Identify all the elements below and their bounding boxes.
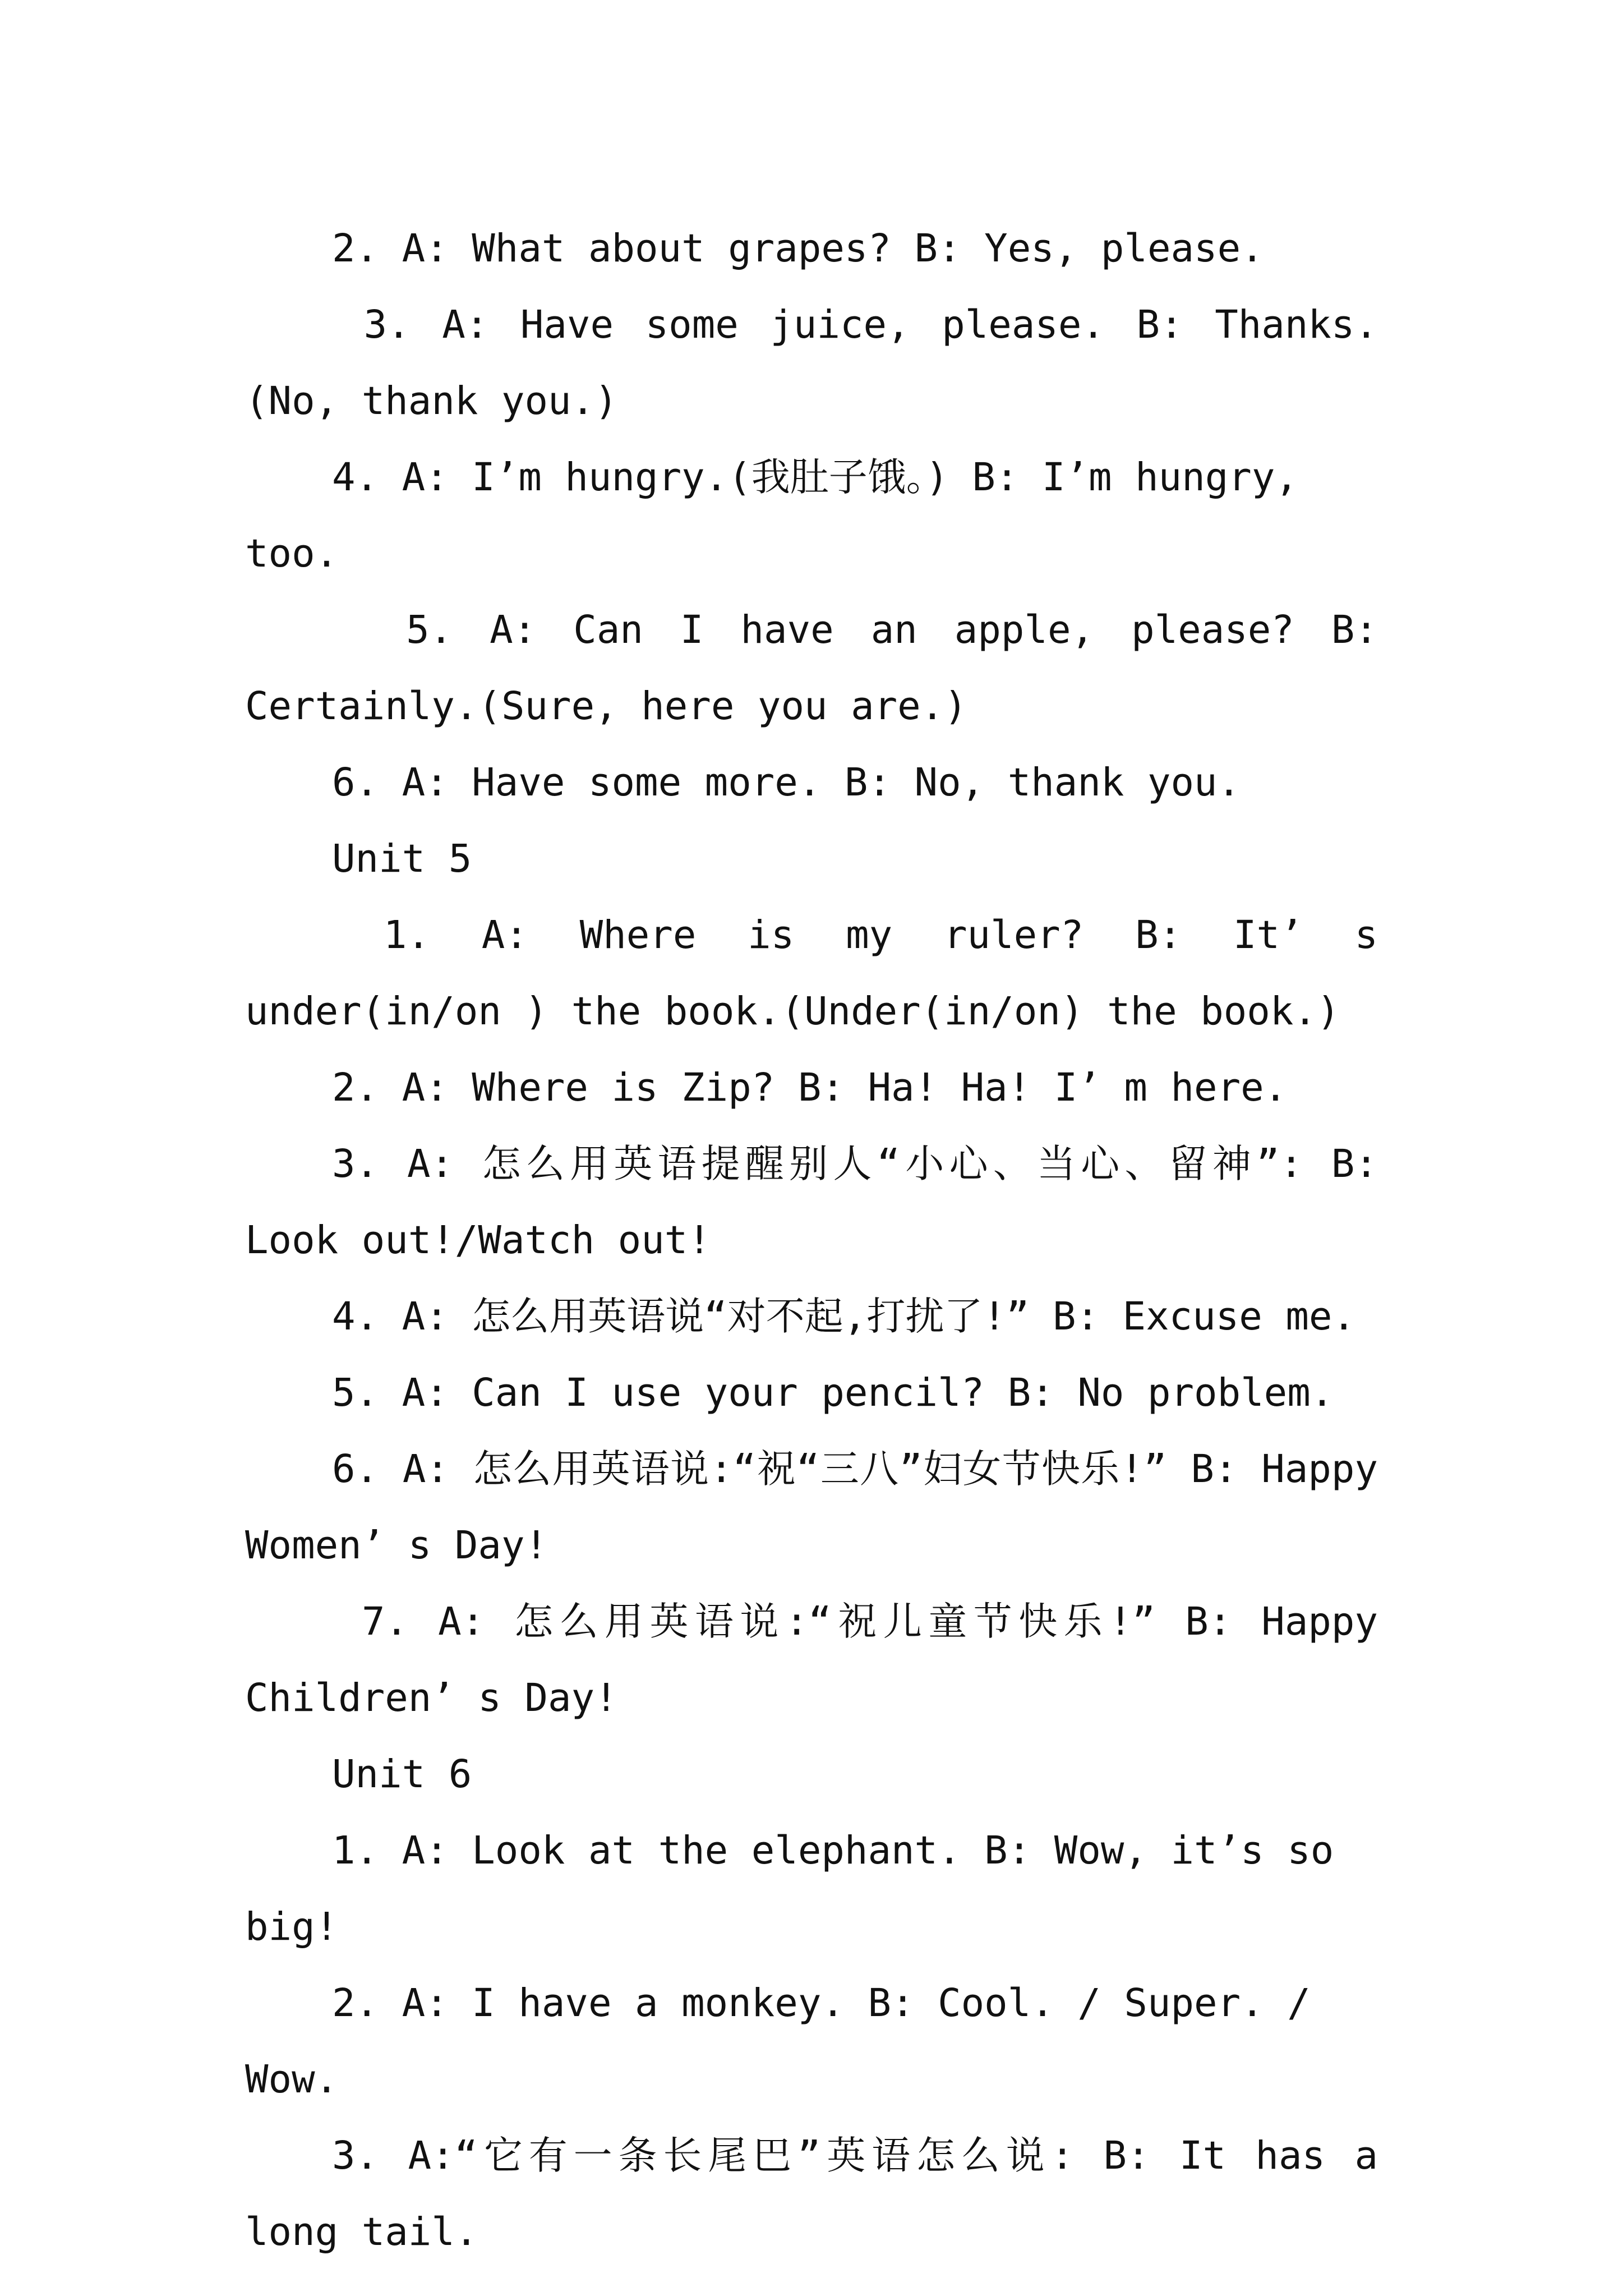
paragraph-line: 1. A: Look at the elephant. B: Wow, it’s so big! — [245, 1828, 1357, 1949]
paragraph-line: 4. A: I’m hungry.(我肚子饿。) B: I’m hungry, too. — [245, 455, 1322, 576]
paragraph-line: 5. A: Can I have an apple, please? B: Certainly.(Sure, here you are.) — [245, 608, 1401, 729]
document-body — [245, 210, 1401, 2270]
paragraph-line: 3. A: Have some juice, please. B: Thanks.(No, thank you.) — [245, 302, 1378, 424]
unit-heading: Unit 6 — [332, 1752, 472, 1797]
paragraph-line: 3. A:“它有一条长尾巴”英语怎么说: B: It has a long tail. — [245, 2133, 1401, 2254]
paragraph-line: 6. A: Have some more. B: No, thank you. — [332, 760, 1241, 805]
paragraph-line: 5. A: Can I use your pencil? B: No problem. — [332, 1370, 1334, 1415]
paragraph-line: 3. A: 怎么用英语提醒别人“小心、当心、留神”: B: Look out!/Watch out! — [245, 1142, 1401, 1263]
paragraph-line: 6. A: 怎么用英语说:“祝“三八”妇女节快乐!” B: Happy Women’ s Day! — [245, 1447, 1401, 1568]
paragraph-line: 4. A: 怎么用英语说“对不起,打扰了!” B: Excuse me. — [332, 1294, 1355, 1339]
paragraph-line: 2. A: What about grapes? B: Yes, please. — [332, 226, 1264, 271]
unit-heading: Unit 5 — [332, 836, 472, 881]
paragraph-line: 7. A: 怎么用英语说:“祝儿童节快乐!” B: Happy Children’ s Day! — [245, 1599, 1401, 1720]
paragraph-line: 1. A: Where is my ruler? B: It’ s under(in/on ) the book.(Under(in/on) the book.) — [245, 913, 1401, 1034]
paragraph-line: 2. A: I have a monkey. B: Cool. / Super. / Wow. — [245, 1981, 1334, 2102]
paragraph-line: 2. A: Where is Zip? B: Ha! Ha! I’ m here. — [332, 1065, 1288, 1110]
